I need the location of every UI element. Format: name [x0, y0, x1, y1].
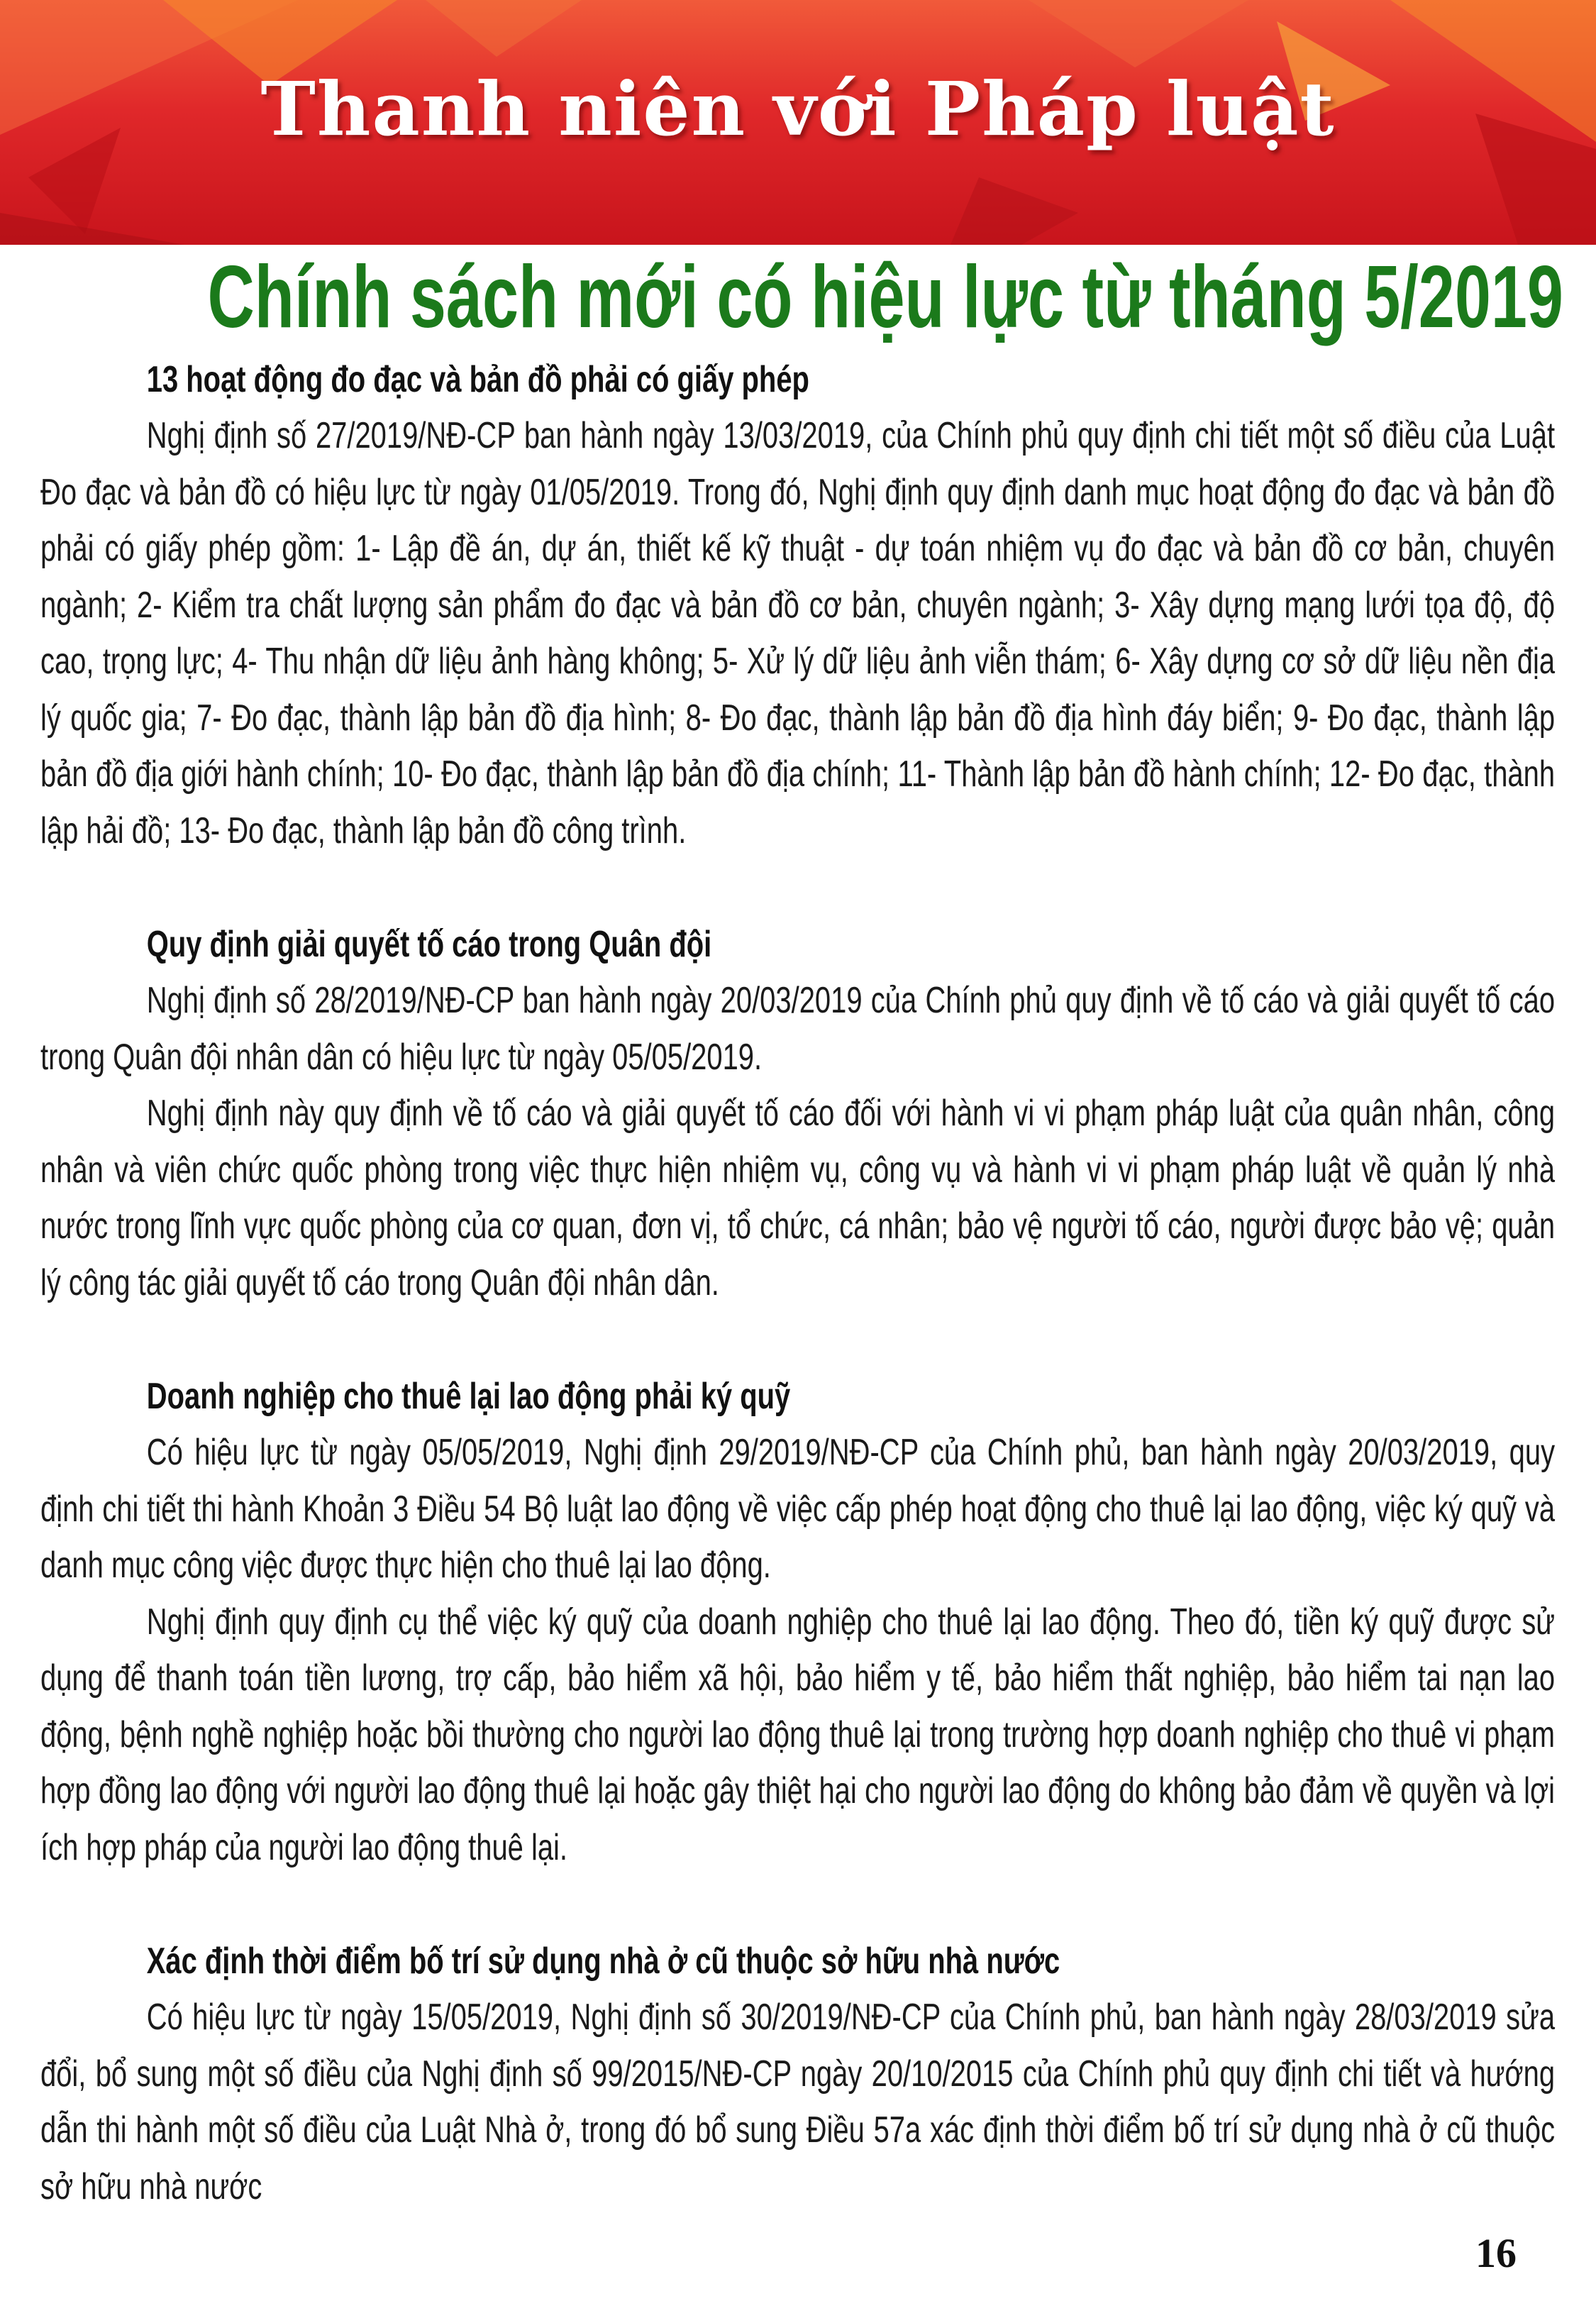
paragraph: Nghị định số 28/2019/NĐ-CP ban hành ngày 20/03/2019 của Chính phủ quy định về tố cáo và giải quyết tố cáo trong Quân đội nhân dân có hiệu lực từ ngày 05/05/2019.: [40, 980, 1556, 1078]
section-surveying-permits: [40, 351, 1555, 859]
section-labor-deposit: [40, 1368, 1555, 1876]
section-title: 13 hoạt động đo đạc và bản đồ phải có giấy phép: [146, 359, 809, 400]
paragraph: Nghị định quy định cụ thể việc ký quỹ của doanh nghiệp cho thuê lại lao động. Theo đó, tiền ký quỹ được sử dụng để thanh toán tiền lương, trợ cấp, bảo hiểm xã hội, bảo hiểm y tế, bảo hiểm thất nghiệp, bảo hiểm tai nạn lao động, bệnh nghề nghiệp hoặc bồi thường cho người lao động thuê lại trong trường hợp doanh nghiệp cho thuê vi phạm hợp đồng lao động với người lao động thuê lại hoặc gây thiệt hại cho người lao động do không bảo đảm về quyền và lợi ích hợp pháp của người lao động thuê lại.: [40, 1601, 1556, 1868]
section-spacer: [40, 1311, 1555, 1368]
paragraph: Có hiệu lực từ ngày 15/05/2019, Nghị định số 30/2019/NĐ-CP của Chính phủ, ban hành ngày 28/03/2019 sửa đổi, bổ sung một số điều của Nghị định số 99/2015/NĐ-CP ngày 20/10/2015 của Chính phủ quy định chi tiết và hướng dẫn thi hành một số điều của Luật Nhà ở, trong đó bổ sung Điều 57a xác định thời điểm bố trí sử dụng nhà ở cũ thuộc sở hữu nhà nước: [40, 1997, 1556, 2207]
paragraph: Nghị định này quy định về tố cáo và giải quyết tố cáo đối với hành vi vi phạm pháp luật của quân nhân, công nhân và viên chức quốc phòng trong việc thực hiện nhiệm vụ, công vụ và hành vi vi phạm pháp luật về quản lý nhà nước trong lĩnh vực quốc phòng của cơ quan, đơn vị, tổ chức, cá nhân; bảo vệ người tố cáo, người được bảo vệ; quản lý công tác giải quyết tố cáo trong Quân đội nhân dân.: [40, 1093, 1556, 1303]
paragraph: Nghị định số 27/2019/NĐ-CP ban hành ngày 13/03/2019, của Chính phủ quy định chi tiết một số điều của Luật Đo đạc và bản đồ có hiệu lực từ ngày 01/05/2019. Trong đó, Nghị định quy định danh mục hoạt động đo đạc và bản đồ phải có giấy phép gồm: 1- Lập đề án, dự án, thiết kế kỹ thuật - dự toán nhiệm vụ đo đạc và bản đồ cơ bản, chuyên ngành; 2- Kiểm tra chất lượng sản phẩm đo đạc và bản đồ cơ bản, chuyên ngành; 3- Xây dựng mạng lưới tọa độ, độ cao, trọng lực; 4- Thu nhận dữ liệu ảnh hàng không; 5- Xử lý dữ liệu ảnh viễn thám; 6- Xây dựng cơ sở dữ liệu nền địa lý quốc gia; 7- Đo đạc, thành lập bản đồ địa hình; 8- Đo đạc, thành lập bản đồ địa hình đáy biển; 9- Đo đạc, thành lập bản đồ địa giới hành chính; 10- Đo đạc, thành lập bản đồ địa chính; 11- Thành lập bản đồ hành chính; 12- Đo đạc, thành lập hải đồ; 13- Đo đạc, thành lập bản đồ công trình.: [40, 415, 1556, 851]
section-state-housing: [40, 1933, 1555, 2215]
page-number: 16: [1475, 2230, 1517, 2276]
section-title: Doanh nghiệp cho thuê lại lao động phải ký quỹ: [146, 1376, 791, 1417]
section-title: Xác định thời điểm bố trí sử dụng nhà ở cũ thuộc sở hữu nhà nước: [146, 1941, 1060, 1982]
header-banner: [0, 0, 1596, 245]
article-body: [40, 351, 1555, 2215]
section-spacer: [40, 859, 1555, 916]
section-title: Quy định giải quyết tố cáo trong Quân đội: [146, 924, 712, 965]
article-headline: Chính sách mới có hiệu lực từ tháng 5/2019: [207, 248, 1563, 346]
paragraph: Có hiệu lực từ ngày 05/05/2019, Nghị định 29/2019/NĐ-CP của Chính phủ, ban hành ngày 20/03/2019, quy định chi tiết thi hành Khoản 3 Điều 54 Bộ luật lao động về việc cấp phép hoạt động cho thuê lại lao động, việc ký quỹ và danh mục công việc được thực hiện cho thuê lại lao động.: [40, 1432, 1556, 1586]
section-spacer: [40, 1876, 1555, 1933]
section-military-complaints: [40, 916, 1555, 1311]
banner-title: Thanh niên với Pháp luật: [260, 65, 1336, 153]
